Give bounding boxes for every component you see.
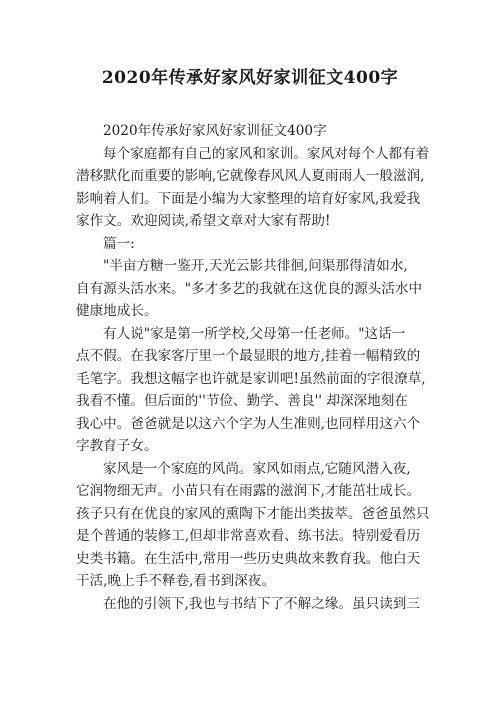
document-title: 2020年传承好家风好家训征文400字 [101, 68, 399, 88]
text-line: 影响着人们。下面是小编为大家整理的培育好家风,我爱我 [76, 190, 421, 207]
text-line: 篇一: [103, 235, 135, 252]
text-line: 有人说"家是第一所学校,父母第一任老师。"这话一 [103, 325, 406, 342]
text-line: 点不假。在我家客厅里一个最显眼的地方,挂着一幅精致的 [76, 348, 421, 364]
text-line: 干活,晚上手不释卷,看书到深夜。 [76, 573, 275, 589]
document-body [76, 120, 436, 615]
text-line: 潜移默化而重要的影响,它就像春风风人夏雨雨人一般滋润, [76, 168, 425, 184]
text-line: 字教育子女。 [76, 438, 158, 454]
text-line: 我心中。爸爸就是以这六个字为人生准则,也同样用这六个 [76, 415, 421, 432]
text-line: 是个普通的装修工,但却非常喜欢看、练书法。特别爱看历 [76, 528, 421, 544]
text-line: "半亩方糖一鉴开,天光云影共徘徊,问渠那得清如水, [103, 258, 408, 274]
text-line: 毛笔字。我想这幅字也许就是家训吧!虽然前面的字很潦草, [76, 370, 426, 387]
text-line: 2020年传承好家风好家训征文400字 [103, 123, 327, 139]
text-line: 孩子只有在优良的家风的熏陶下才能出类拔萃。爸爸虽然只 [76, 505, 430, 522]
text-line: 我看不懂。但后面的''节俭、勤学、善良'' 却深深地刻在 [76, 393, 408, 409]
text-line: 它润物细无声。小苗只有在雨露的滋润下,才能茁壮成长。 [76, 483, 421, 499]
text-line: 自有源头活水来。"多才多艺的我就在这优良的源头活水中 [76, 280, 423, 297]
text-line: 史类书籍。在生活中,常用一些历史典故来教育我。他白天 [76, 550, 421, 567]
text-line: 家风是一个家庭的风尚。家风如雨点,它随风潜入夜, [103, 460, 411, 477]
text-line: 在他的引领下,我也与书结下了不解之缘。虽只读到三 [103, 595, 420, 612]
text-line: 每个家庭都有自己的家风和家训。家风对每个人都有着 [103, 145, 430, 162]
text-line: 健康地成长。 [76, 303, 158, 319]
text-line: 家作文。欢迎阅读,希望文章对大家有帮助! [76, 213, 331, 229]
